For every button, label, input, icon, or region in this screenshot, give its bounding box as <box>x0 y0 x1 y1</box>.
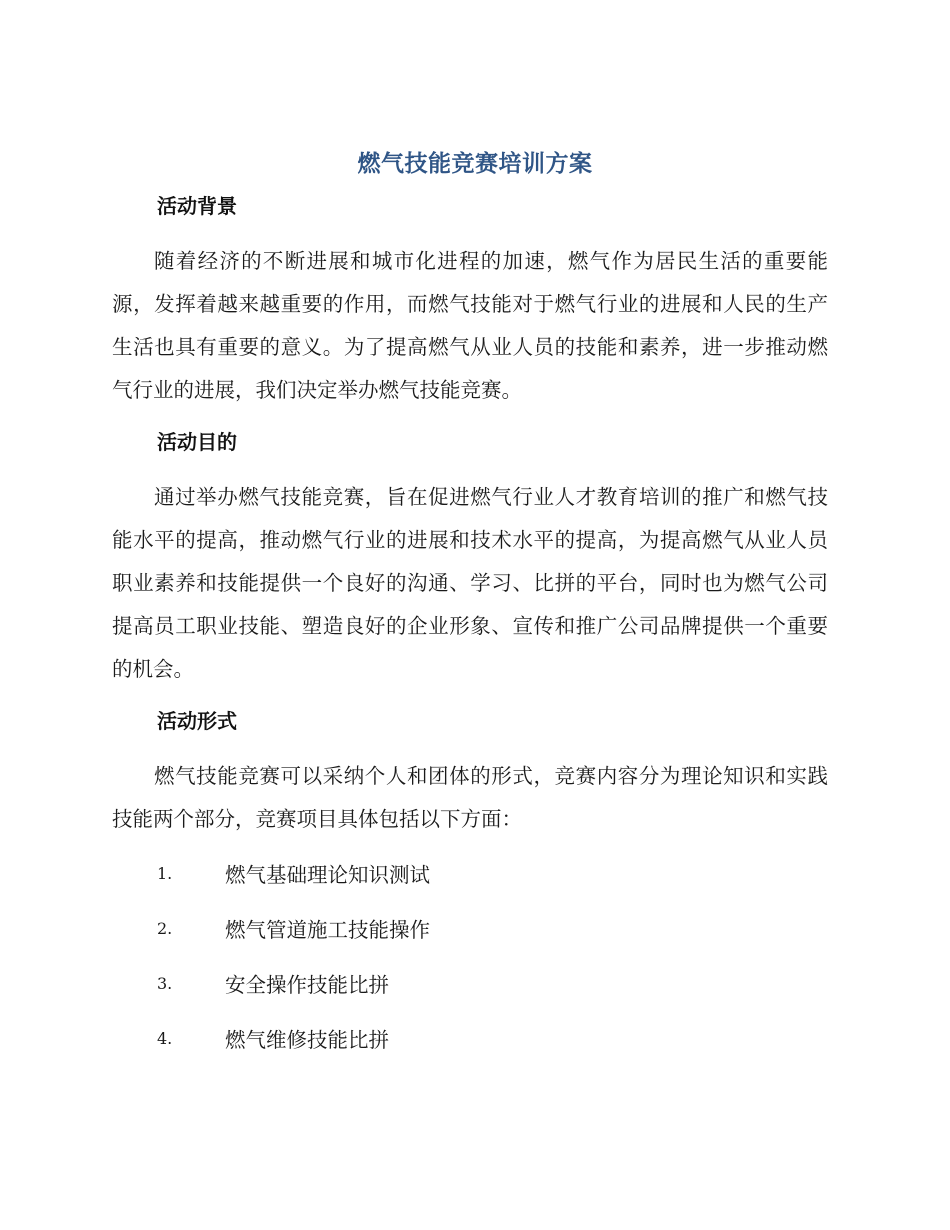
list-item-text: 燃气维修技能比拼 <box>225 1028 389 1052</box>
section-paragraph-format: 燃气技能竞赛可以采纳个人和团体的形式，竞赛内容分为理论知识和实践技能两个部分，竞赛项目具体包括以下方面： <box>112 764 828 831</box>
list-item <box>157 858 430 888</box>
list-item-text: 燃气管道施工技能操作 <box>225 918 430 942</box>
section-heading-purpose: 活动目的 <box>157 430 237 454</box>
list-item-number: 2. <box>157 918 173 938</box>
list-item-number: 1. <box>157 863 173 883</box>
list-item-text: 安全操作技能比拼 <box>225 973 389 997</box>
list-item <box>157 1023 389 1053</box>
list-item-number: 3. <box>157 973 173 993</box>
section-paragraph-background: 随着经济的不断进展和城市化进程的加速，燃气作为居民生活的重要能源，发挥着越来越重要的作用，而燃气技能对于燃气行业的进展和人民的生产生活也具有重要的意义。为了提高燃气从业人员的技能和素养，进一步推动燃气行业的进展，我们决定举办燃气技能竞赛。 <box>112 249 828 402</box>
list-item-text: 燃气基础理论知识测试 <box>225 863 430 887</box>
section-paragraph-purpose: 通过举办燃气技能竞赛，旨在促进燃气行业人才教育培训的推广和燃气技能水平的提高，推动燃气行业的进展和技术水平的提高，为提高燃气从业人员职业素养和技能提供一个良好的沟通、学习、比拼的平台，同时也为燃气公司提高员工职业技能、塑造良好的企业形象、宣传和推广公司品牌提供一个重要的机会。 <box>112 485 828 681</box>
list-item-number: 4. <box>157 1028 173 1048</box>
document-title: 燃气技能竞赛培训方案 <box>357 151 593 177</box>
list-item <box>157 968 389 998</box>
list-item <box>157 913 430 943</box>
section-heading-format: 活动形式 <box>157 709 237 733</box>
section-heading-background: 活动背景 <box>157 194 237 218</box>
